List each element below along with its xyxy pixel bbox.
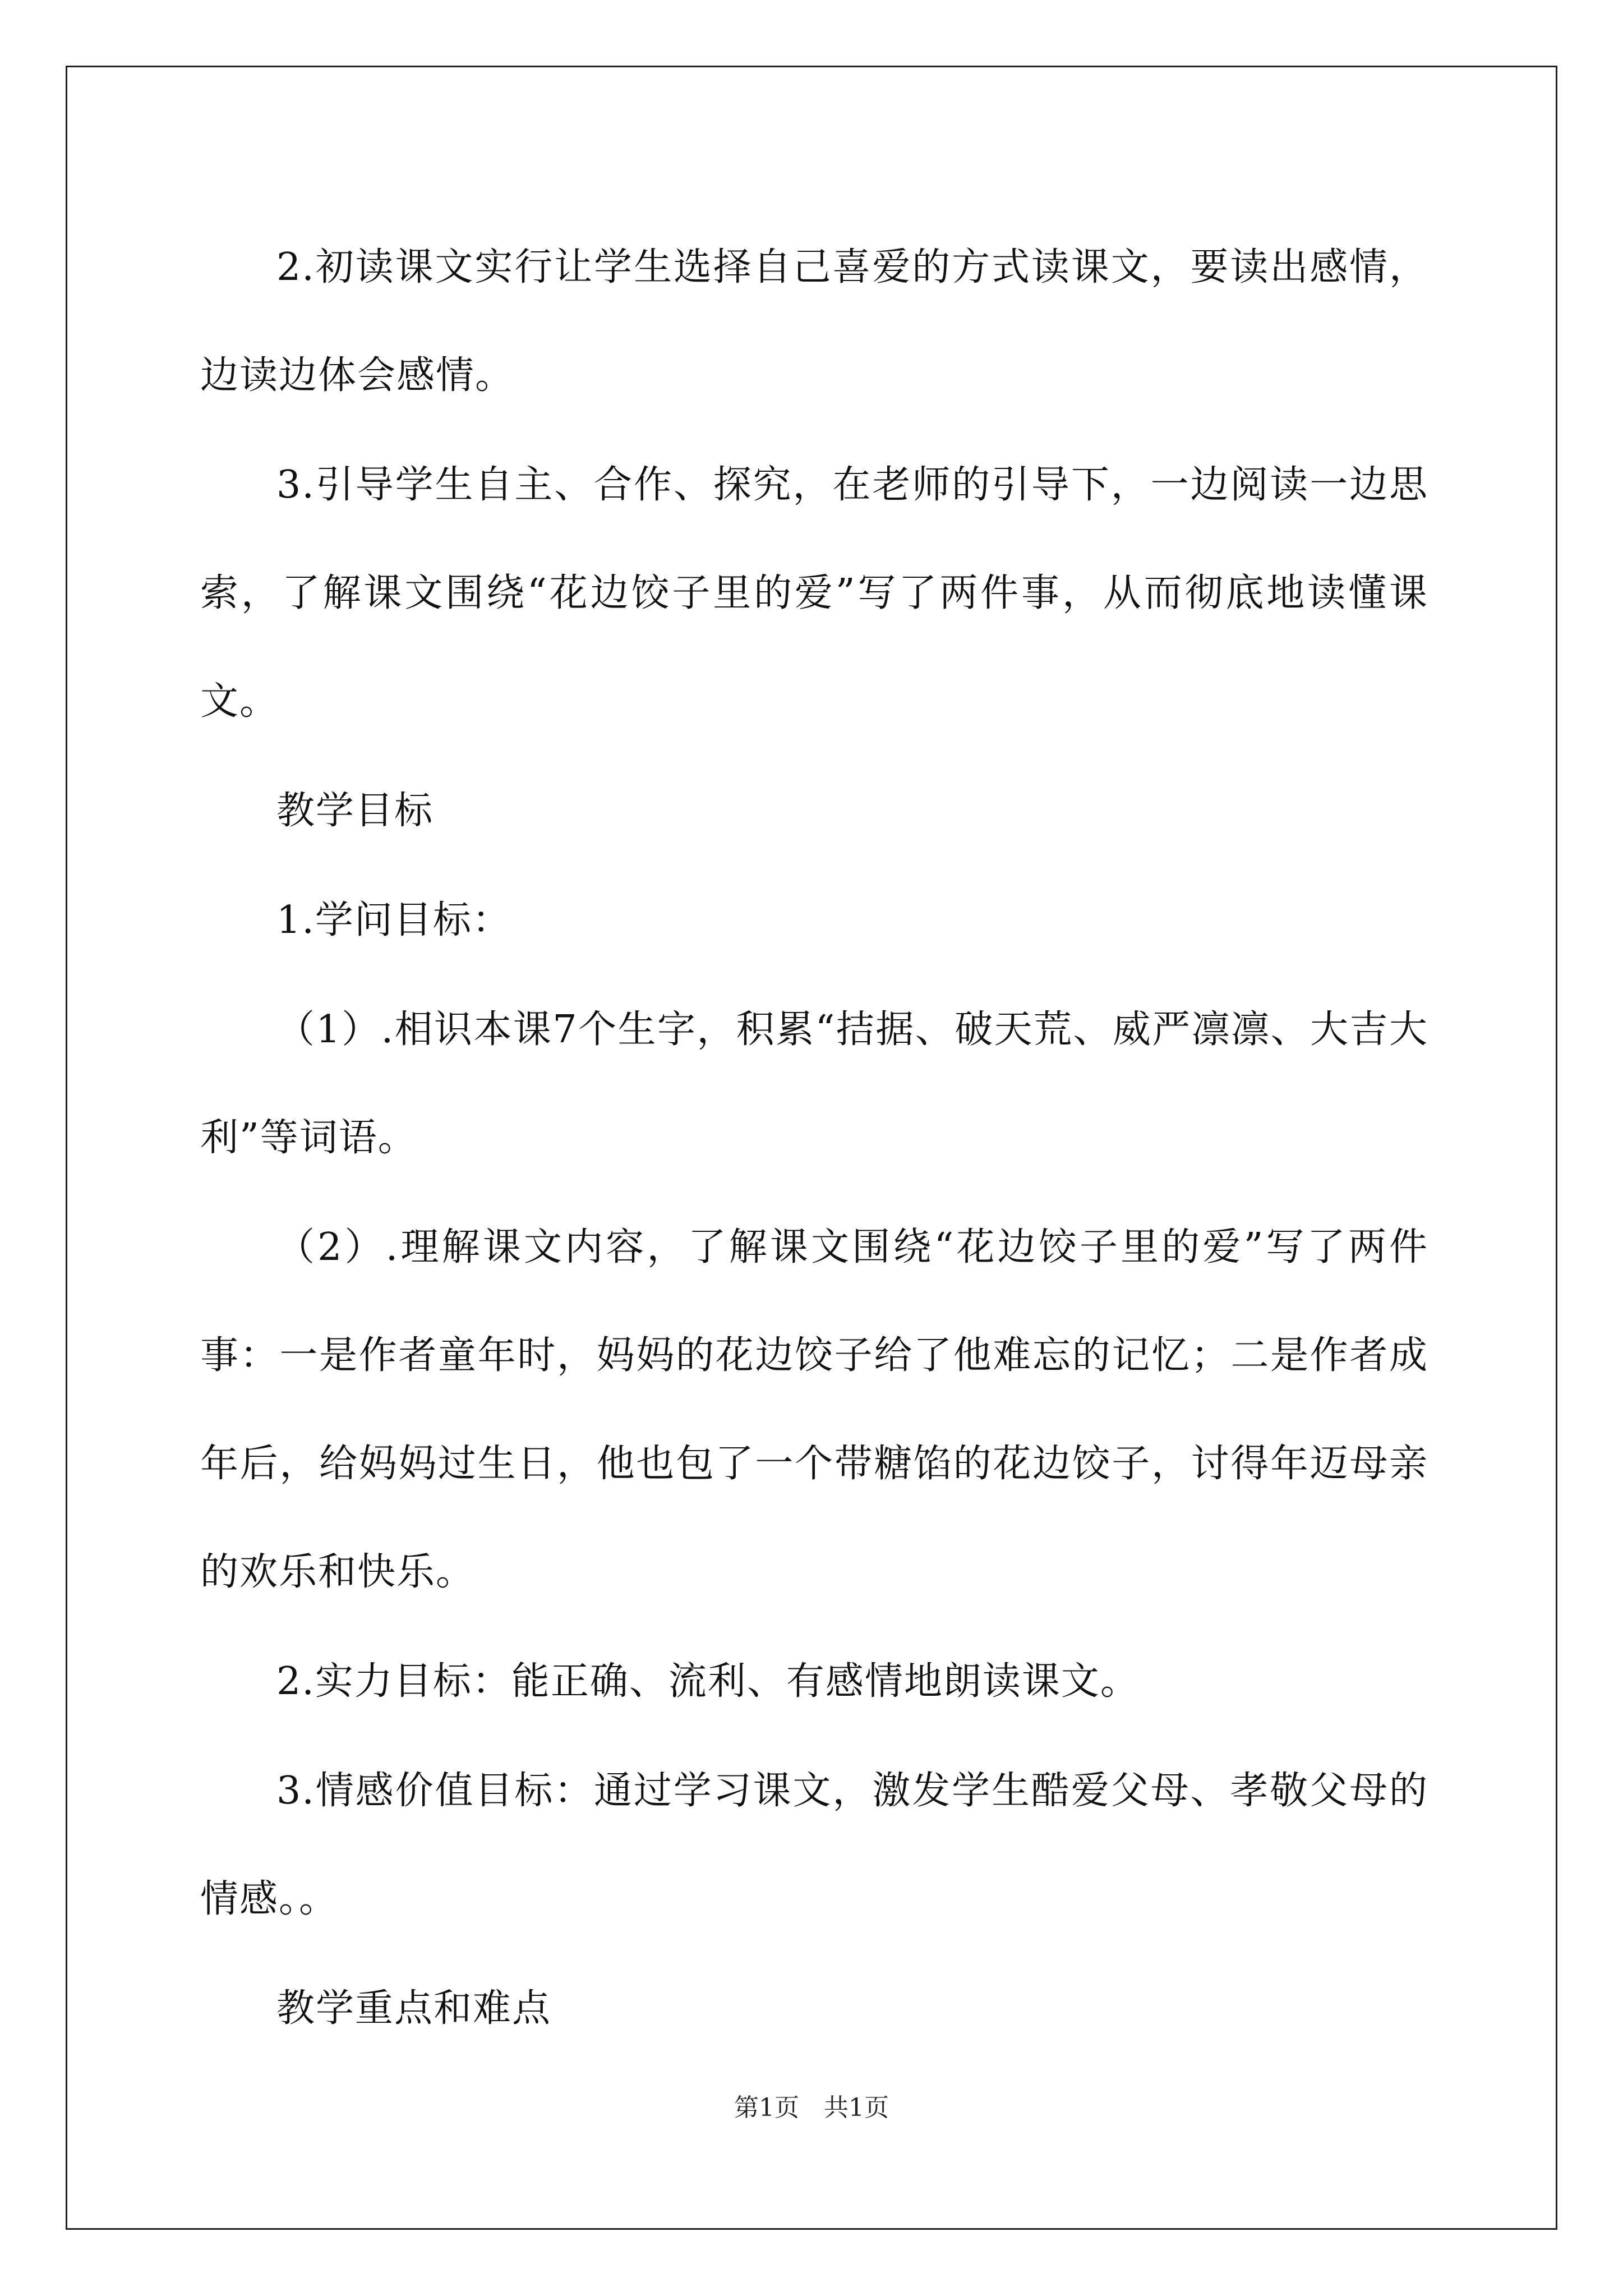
paragraph-reading-step-3: 3.引导学生自主、合作、探究，在老师的引导下，一边阅读一边思索，了解课文围绕“花边饺子里的爱”写了两件事，从而彻底地读懂课文。	[200, 463, 1428, 724]
heading-teaching-goals: 教学目标	[276, 789, 434, 833]
paragraph-reading-step-2: 2.初读课文实行让学生选择自己喜爱的方式读课文，要读出感情，边读边体会感情。	[200, 245, 1428, 398]
paragraph-emotion-goal: 3.情感价值目标：通过学习课文，激发学生酷爱父母、孝敬父母的情感。。	[200, 1769, 1428, 1921]
paragraph-knowledge-goal: 1.学问目标：	[276, 898, 511, 942]
heading-key-points: 教学重点和难点	[276, 1986, 552, 2031]
paragraph-ability-goal: 2.实力目标：能正确、流利、有感情地朗读课文。	[276, 1659, 1140, 1704]
paragraph-goal-item-2: （2）.理解课文内容，了解课文围绕“花边饺子里的爱”写了两件事：一是作者童年时，妈妈的花边饺子给了他难忘的记忆；二是作者成年后，给妈妈过生日，他也包了一个带糖馅的花边饺子，讨得年迈母亲的欢乐和快乐。	[200, 1225, 1428, 1594]
paragraph-goal-item-1: （1）.相识本课7个生字，积累“拮据、破天荒、威严凛凛、大吉大利”等词语。	[200, 1007, 1428, 1160]
document-body	[200, 213, 1428, 2064]
page-number-footer: 第1页 共1页	[734, 2093, 889, 2122]
